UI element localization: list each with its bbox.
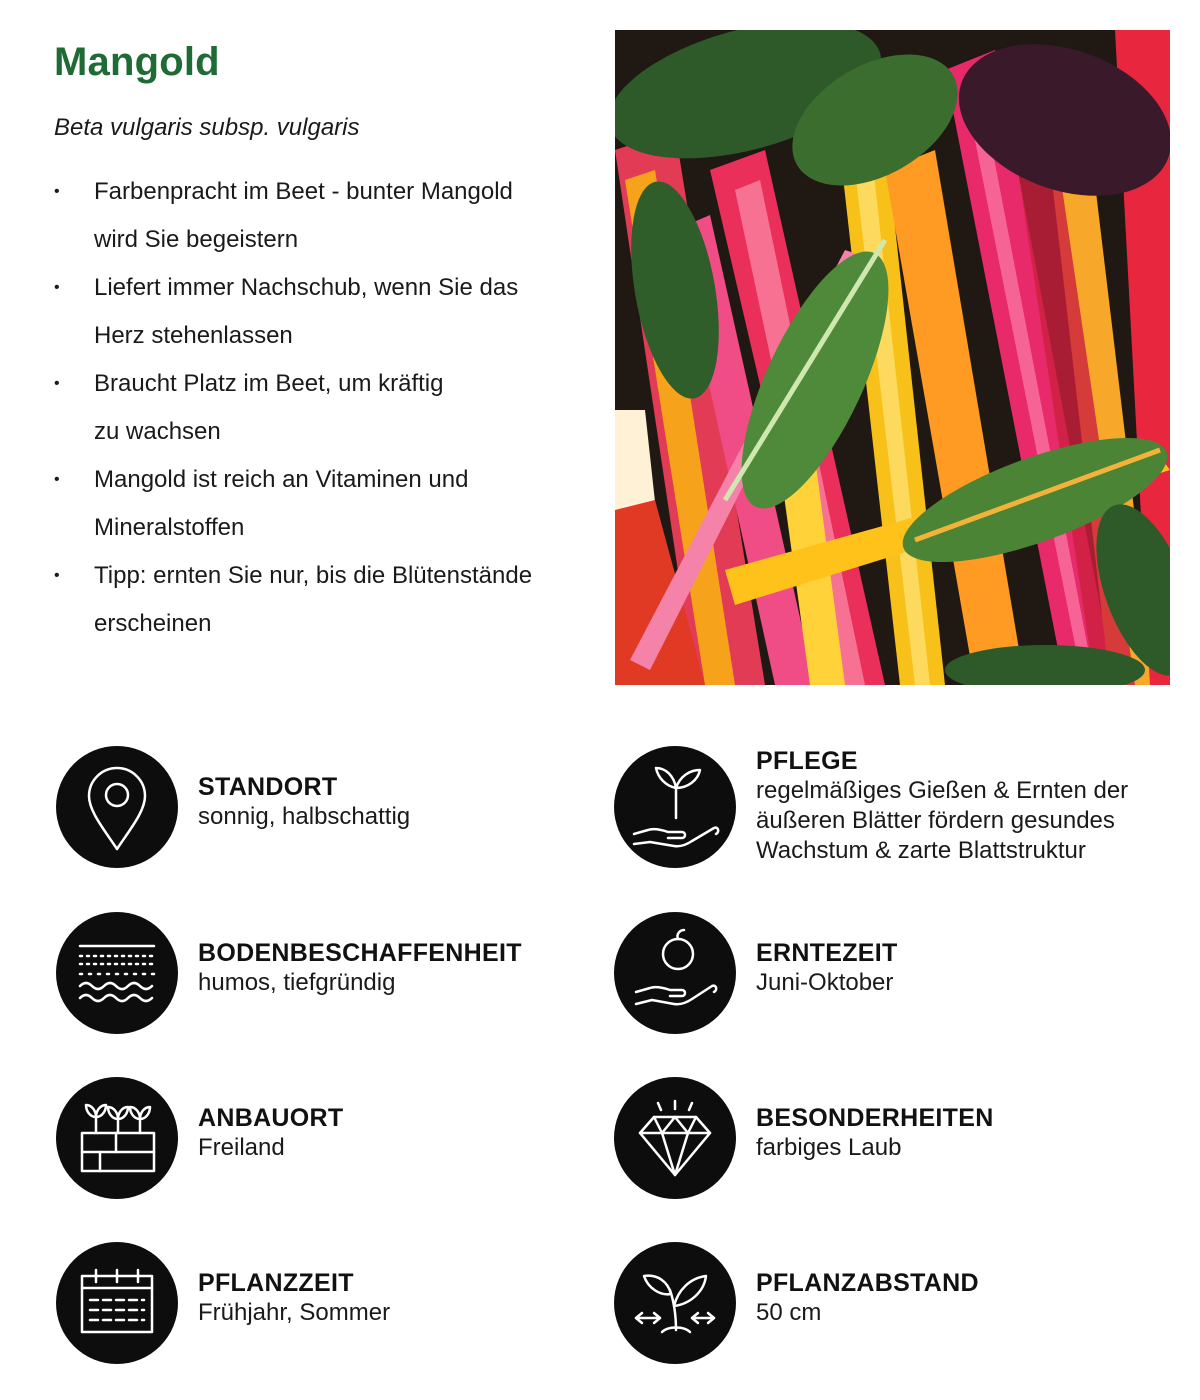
pflege-value-line-2: äußeren Blätter fördern gesundes (756, 807, 1115, 834)
bullet-dot: • (54, 567, 60, 584)
pflanzzeit-label: PFLANZZEIT (198, 1269, 354, 1297)
pflanzabstand-value: 50 cm (756, 1299, 822, 1326)
boden-value: humos, tiefgründig (198, 969, 396, 996)
erntezeit-label: ERNTEZEIT (756, 939, 898, 967)
calendar-icon (56, 1242, 178, 1364)
diamond-icon (614, 1077, 736, 1199)
pflege-value-line-1: regelmäßiges Gießen & Ernten der (756, 777, 1129, 804)
location-pin-icon (56, 746, 178, 868)
feature-pflanzzeit (56, 1242, 596, 1367)
standort-value: sonnig, halbschattig (198, 803, 411, 830)
pflege-label: PFLEGE (756, 747, 858, 775)
feature-erntezeit (614, 912, 1154, 1037)
feature-besonderheiten (614, 1077, 1154, 1202)
fruit-hand-icon (614, 912, 736, 1034)
bullet-dot: • (54, 183, 60, 200)
product-photo (615, 30, 1170, 685)
bullet-item: • Mangold ist reich an Vitaminen und Mineralstoffen (54, 456, 584, 552)
pflege-value-line-3: Wachstum & zarte Blattstruktur (756, 837, 1086, 864)
product-title: Mangold (54, 40, 220, 84)
bullet-dot: • (54, 375, 60, 392)
pflanzzeit-value: Frühjahr, Sommer (198, 1299, 391, 1326)
boden-label: BODENBESCHAFFENHEIT (198, 939, 522, 967)
standort-label: STANDORT (198, 773, 338, 801)
bullet-item: • Farbenpracht im Beet - bunter Mangold wird Sie begeistern (54, 168, 584, 264)
latin-name: Beta vulgaris subsp. vulgaris (54, 114, 360, 141)
feature-bullet-list (54, 168, 584, 648)
soil-layers-icon (56, 912, 178, 1034)
plant-spacing-icon (614, 1242, 736, 1364)
bullet-dot: • (54, 471, 60, 488)
raised-bed-icon (56, 1077, 178, 1199)
besonderheiten-value: farbiges Laub (756, 1134, 902, 1161)
feature-pflanzabstand (614, 1242, 1154, 1367)
bullet-item: • Braucht Platz im Beet, um kräftig zu wachsen (54, 360, 584, 456)
bullet-item: • Tipp: ernten Sie nur, bis die Blütenstände erscheinen (54, 552, 584, 648)
besonderheiten-label: BESONDERHEITEN (756, 1104, 994, 1132)
seedling-hand-icon (614, 746, 736, 868)
feature-anbauort (56, 1077, 596, 1202)
feature-standort (56, 746, 596, 871)
erntezeit-value: Juni-Oktober (756, 969, 894, 996)
anbauort-label: ANBAUORT (198, 1104, 344, 1132)
feature-pflege (614, 746, 1154, 871)
feature-boden (56, 912, 596, 1037)
bullet-item: • Liefert immer Nachschub, wenn Sie das Herz stehenlassen (54, 264, 584, 360)
anbauort-value: Freiland (198, 1134, 285, 1161)
bullet-dot: • (54, 279, 60, 296)
pflanzabstand-label: PFLANZABSTAND (756, 1269, 979, 1297)
